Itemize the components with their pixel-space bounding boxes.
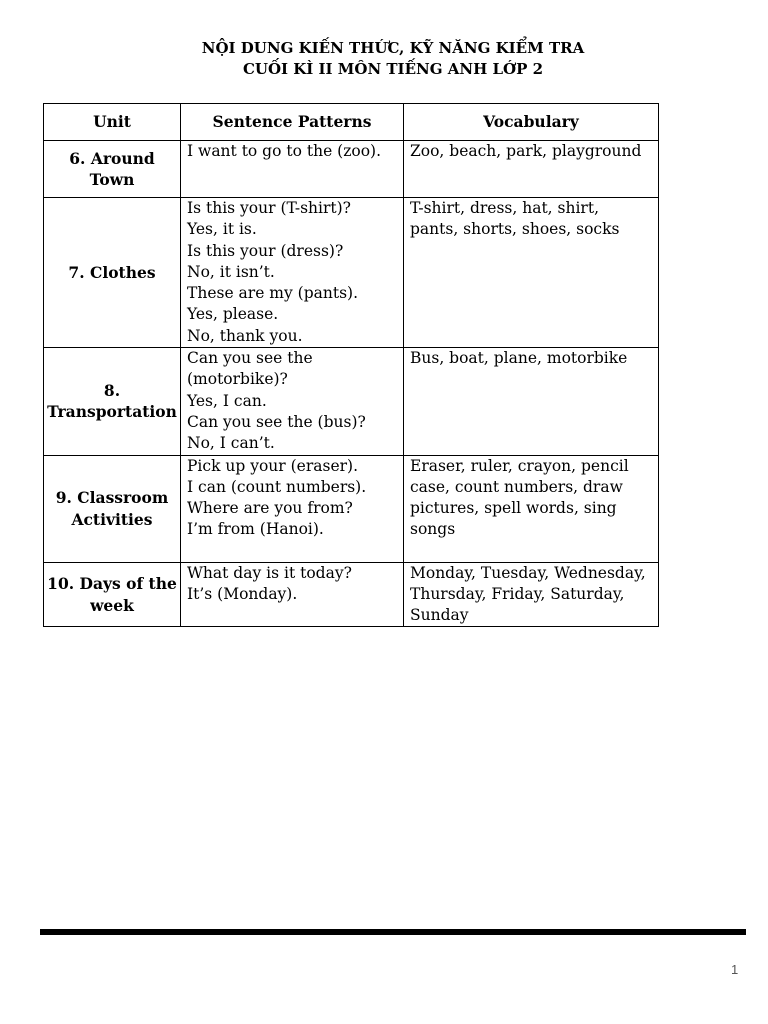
patterns-cell [181, 348, 404, 455]
header-unit: Unit [44, 104, 181, 141]
pattern-line: (motorbike)? [187, 370, 288, 389]
vocabulary-text: Zoo, beach, park, playground [410, 142, 642, 160]
footer-rule [40, 929, 746, 935]
unit-line: Town [89, 170, 135, 189]
pattern-line: Yes, it is. [187, 220, 257, 239]
pattern-line: No, I can’t. [187, 434, 275, 453]
pattern-line: I want to go to the (zoo). [187, 142, 382, 160]
pattern-line: Yes, please. [187, 305, 279, 324]
title-line-2: CUỐI KÌ II MÔN TIẾNG ANH LỚP 2 [242, 60, 544, 78]
patterns-cell [181, 562, 404, 627]
vocabulary-cell [404, 348, 659, 455]
pattern-line: Can you see the (bus)? [187, 412, 366, 431]
unit-line: 7. Clothes [68, 262, 156, 282]
pattern-line: Is this your (dress)? [187, 241, 344, 260]
vocabulary-text: Eraser, ruler, crayon, pencil case, count numbers, draw pictures, spell words, sing songs [410, 456, 629, 539]
pattern-line: I can (count numbers). [187, 477, 367, 496]
table-row [44, 141, 659, 198]
vocabulary-cell [404, 455, 659, 562]
vocabulary-text: Bus, boat, plane, motorbike [410, 349, 628, 368]
content-table [43, 103, 659, 627]
patterns-cell [181, 141, 404, 198]
unit-cell [44, 198, 181, 348]
header-vocabulary: Vocabulary [404, 104, 659, 141]
patterns-cell [181, 198, 404, 348]
vocabulary-cell [404, 141, 659, 198]
unit-cell [44, 141, 181, 198]
pattern-line: Yes, I can. [187, 391, 267, 410]
unit-line: 10. Days of the [47, 574, 177, 594]
table-row [44, 198, 659, 348]
pattern-line: I’m from (Hanoi). [187, 520, 324, 539]
pattern-line: These are my (pants). [187, 284, 359, 303]
header-row [44, 104, 659, 141]
unit-line: 9. Classroom [55, 488, 169, 508]
pattern-line: No, it isn’t. [187, 262, 275, 281]
pattern-line: What day is it today? [187, 563, 352, 582]
unit-cell [44, 348, 181, 455]
vocabulary-cell [404, 562, 659, 627]
table-row [44, 455, 659, 562]
unit-line: 6. Around [69, 148, 155, 168]
header-sentence-patterns: Sentence Patterns [181, 104, 404, 141]
pattern-line: Can you see the [187, 349, 313, 368]
page-number: 1 [731, 962, 739, 977]
vocabulary-text: T-shirt, dress, hat, shirt, pants, shorts, shoes, socks [410, 199, 620, 239]
unit-cell [44, 562, 181, 627]
pattern-line: Is this your (T-shirt)? [187, 199, 351, 217]
pattern-line: It’s (Monday). [187, 584, 298, 603]
document-title [0, 38, 768, 80]
table-row [44, 348, 659, 455]
unit-line: Transportation [47, 402, 177, 422]
unit-line: week [90, 595, 134, 615]
vocabulary-text: Monday, Tuesday, Wednesday, Thursday, Friday, Saturday, Sunday [410, 563, 646, 625]
patterns-cell [181, 455, 404, 562]
unit-cell [44, 455, 181, 562]
unit-line: Activities [71, 509, 153, 529]
title-line-1: NỘI DUNG KIẾN THỨC, KỸ NĂNG KIỂM TRA [201, 39, 585, 57]
pattern-line: Pick up your (eraser). [187, 456, 359, 475]
pattern-line: Where are you from? [187, 499, 353, 518]
unit-line: 8. [103, 381, 121, 401]
vocabulary-cell [404, 198, 659, 348]
table-row [44, 562, 659, 627]
pattern-line: No, thank you. [187, 326, 303, 345]
